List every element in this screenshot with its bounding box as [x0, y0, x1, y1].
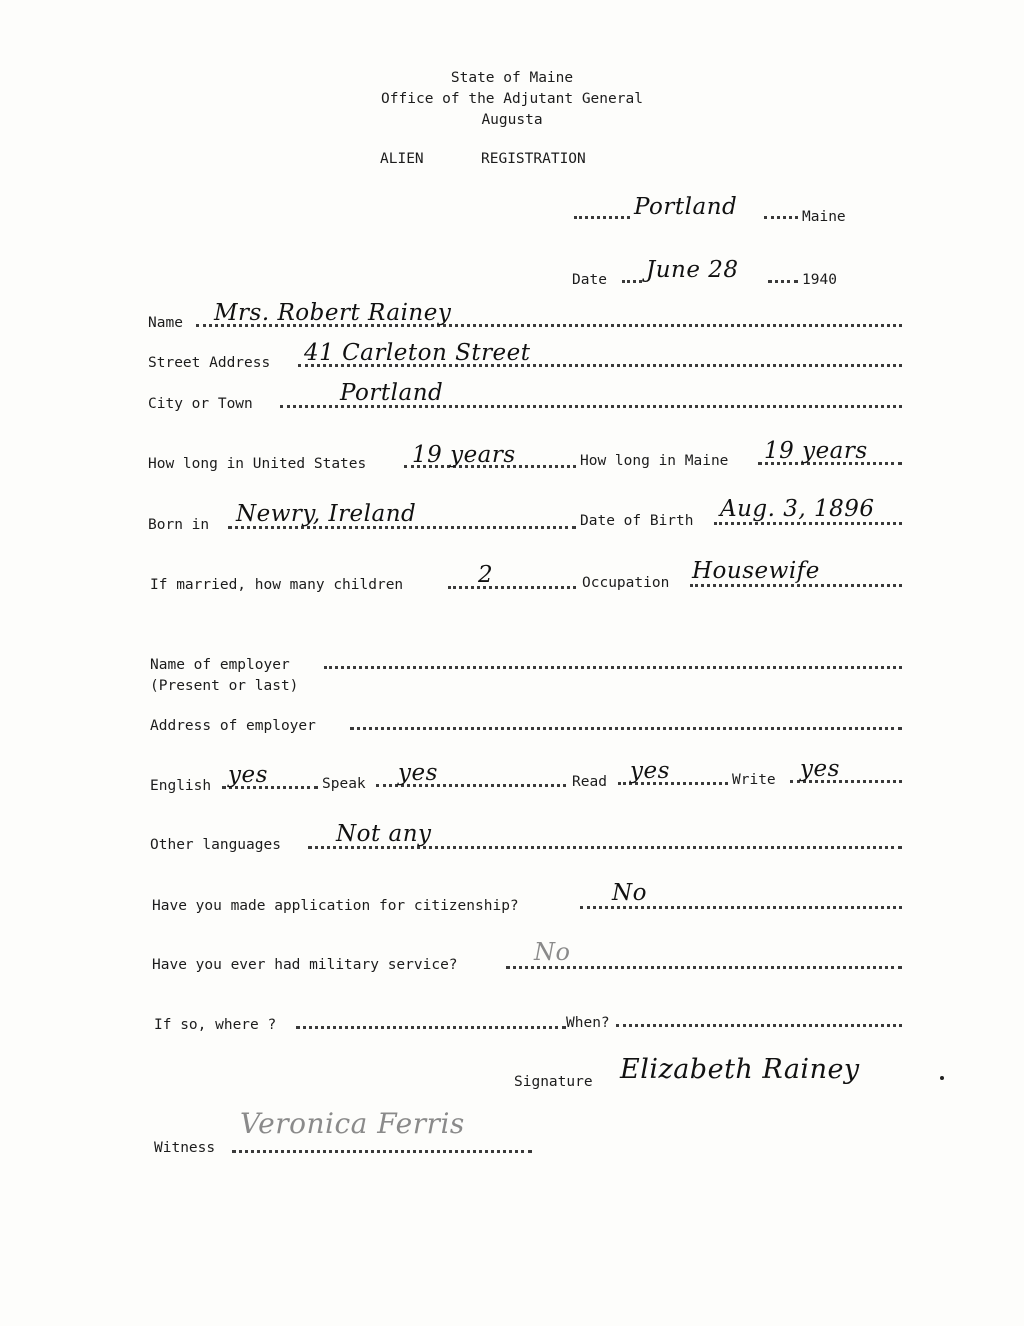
born-value: Newry, Ireland — [236, 501, 417, 527]
born-label: Born in — [148, 517, 210, 533]
date-dots-left — [622, 280, 642, 283]
military-line — [506, 966, 902, 969]
ink-dot — [940, 1076, 944, 1080]
dob-label: Date of Birth — [580, 513, 694, 529]
date-value: June 28 — [646, 257, 739, 283]
speak-label: Speak — [322, 776, 366, 792]
form-title-alien: ALIEN — [380, 151, 424, 167]
place-dots-left — [574, 216, 630, 219]
employer-note: (Present or last) — [150, 678, 299, 694]
children-label: If married, how many children — [150, 577, 404, 593]
when-label: When? — [566, 1015, 610, 1031]
employer-label: Name of employer — [150, 657, 290, 673]
occupation-value: Housewife — [692, 558, 820, 584]
place-dots-right — [764, 216, 798, 219]
write-value: yes — [800, 756, 840, 782]
english-value: yes — [228, 762, 268, 788]
speak-value: yes — [398, 760, 438, 786]
witness-label: Witness — [154, 1140, 216, 1156]
signature-label: Signature — [514, 1074, 593, 1090]
military-label: Have you ever had military service? — [152, 957, 458, 973]
military-value: No — [534, 938, 571, 966]
street-value: 41 Carleton Street — [304, 340, 531, 366]
other-languages-value: Not any — [336, 821, 432, 847]
occupation-line — [690, 584, 902, 587]
city-label: City or Town — [148, 396, 253, 412]
date-label: Date — [572, 272, 607, 288]
citizenship-line — [580, 906, 902, 909]
dob-line — [714, 522, 902, 525]
children-value: 2 — [478, 562, 494, 588]
when-line — [616, 1024, 902, 1027]
other-languages-label: Other languages — [150, 837, 281, 853]
where-label: If so, where ? — [154, 1017, 277, 1033]
place-value: Portland — [634, 194, 738, 220]
form-title-registration: REGISTRATION — [481, 151, 586, 167]
occupation-label: Occupation — [582, 575, 670, 591]
witness-value: Veronica Ferris — [240, 1107, 465, 1140]
children-line — [448, 586, 576, 589]
how-long-me-label: How long in Maine — [580, 453, 729, 469]
witness-line — [232, 1150, 532, 1153]
employer-address-label: Address of employer — [150, 718, 316, 734]
read-label: Read — [572, 774, 607, 790]
employer-line — [324, 666, 902, 669]
employer-address-line — [350, 727, 902, 730]
how-long-us-label: How long in United States — [148, 456, 367, 472]
write-label: Write — [732, 772, 776, 788]
citizenship-label: Have you made application for citizenship? — [152, 898, 519, 914]
header-office: Office of the Adjutant General — [381, 91, 643, 107]
how-long-me-value: 19 years — [764, 438, 868, 464]
name-label: Name — [148, 315, 183, 331]
street-label: Street Address — [148, 355, 271, 371]
where-line — [296, 1026, 566, 1029]
place-suffix: Maine — [802, 209, 846, 225]
date-year: 1940 — [802, 272, 837, 288]
signature-value: Elizabeth Rainey — [620, 1054, 860, 1085]
city-value: Portland — [340, 380, 444, 406]
header-state: State of Maine — [450, 70, 574, 86]
how-long-us-value: 19 years — [412, 442, 516, 468]
english-label: English — [150, 778, 212, 794]
header-city: Augusta — [481, 112, 543, 128]
name-value: Mrs. Robert Rainey — [214, 300, 452, 326]
dob-value: Aug. 3, 1896 — [720, 496, 875, 522]
read-value: yes — [630, 758, 670, 784]
date-dots-right — [768, 280, 798, 283]
citizenship-value: No — [612, 880, 647, 906]
